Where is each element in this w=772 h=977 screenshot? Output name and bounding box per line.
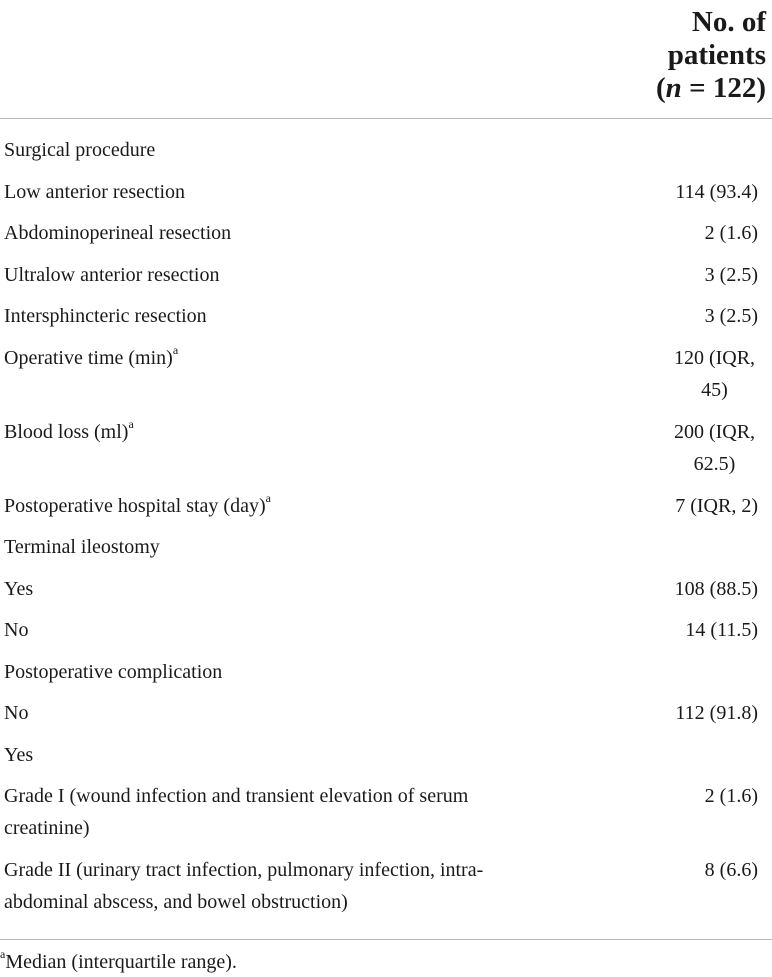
row-value: 200 (IQR, 62.5) — [673, 420, 756, 475]
row-label: Ultralow anterior resection — [4, 263, 220, 286]
table-row — [0, 134, 772, 176]
footer-divider — [0, 939, 772, 940]
row-value: 120 (IQR, 45) — [673, 346, 756, 401]
row-label: No — [4, 702, 29, 724]
n-variable: n — [665, 72, 682, 104]
table-row — [0, 780, 772, 854]
row-label: Low anterior resection — [4, 180, 186, 203]
table-row — [0, 739, 772, 781]
column-header-no-of-patients — [656, 6, 766, 105]
row-value: 7 (IQR, 2) — [675, 494, 758, 517]
table-row — [0, 176, 772, 218]
table-row — [0, 656, 772, 698]
row-label: No — [4, 619, 29, 641]
table-header — [0, 0, 772, 118]
row-value: 3 (2.5) — [704, 263, 758, 286]
row-label: Intersphincteric resection — [4, 305, 207, 327]
row-label: Yes — [4, 743, 34, 766]
footnote-marker: a — [128, 416, 134, 431]
footnote-marker: a — [0, 947, 6, 962]
header-line-3: (n = 122) — [656, 72, 766, 104]
row-label: Grade II (urinary tract infection, pulmonary infection, intra- abdominal abscess, and bowel obstruction) — [4, 859, 484, 913]
row-label: Postoperative hospital stay (day)$^a$ — [4, 490, 271, 517]
row-value: 108 (88.5) — [674, 577, 758, 600]
table-row — [0, 490, 772, 532]
row-value: 2 (1.6) — [704, 222, 758, 244]
row-value: 2 (1.6) — [704, 785, 758, 807]
header-divider — [0, 118, 772, 119]
row-label: Terminal ileostomy — [4, 536, 160, 558]
row-label: Blood loss (ml)$^a$ — [4, 416, 134, 443]
table-row — [0, 531, 772, 573]
header-line-2: patients — [667, 39, 766, 71]
row-label: Postoperative complication — [4, 660, 223, 683]
row-value: 8 (6.6) — [704, 859, 758, 881]
row-label: Grade I (wound infection and transient elevation of serum creatinine) — [4, 785, 469, 839]
row-value: 3 (2.5) — [704, 305, 758, 327]
row-value: 14 (11.5) — [685, 619, 758, 641]
table-row — [0, 614, 772, 656]
table-body — [0, 134, 772, 928]
header-line-1: No. of — [691, 6, 766, 38]
row-value: 112 (91.8) — [675, 702, 758, 724]
table-row — [0, 342, 772, 416]
row-label: Yes — [4, 577, 34, 600]
table-row — [0, 217, 772, 259]
table-row — [0, 697, 772, 739]
row-label: Surgical procedure — [4, 139, 156, 161]
row-value: 114 (93.4) — [675, 180, 758, 203]
table-row — [0, 259, 772, 301]
table-row — [0, 854, 772, 928]
row-label: Abdominoperineal resection — [4, 222, 232, 244]
footnote-marker: a — [265, 490, 271, 505]
table-row — [0, 573, 772, 615]
table-footnote — [0, 948, 237, 976]
table-row — [0, 416, 772, 490]
footnote-text: Median (interquartile range). — [5, 951, 237, 973]
footnote-marker: a — [172, 342, 179, 357]
row-label: Operative time $(\min)^a$ — [4, 342, 179, 369]
table-row — [0, 300, 772, 342]
